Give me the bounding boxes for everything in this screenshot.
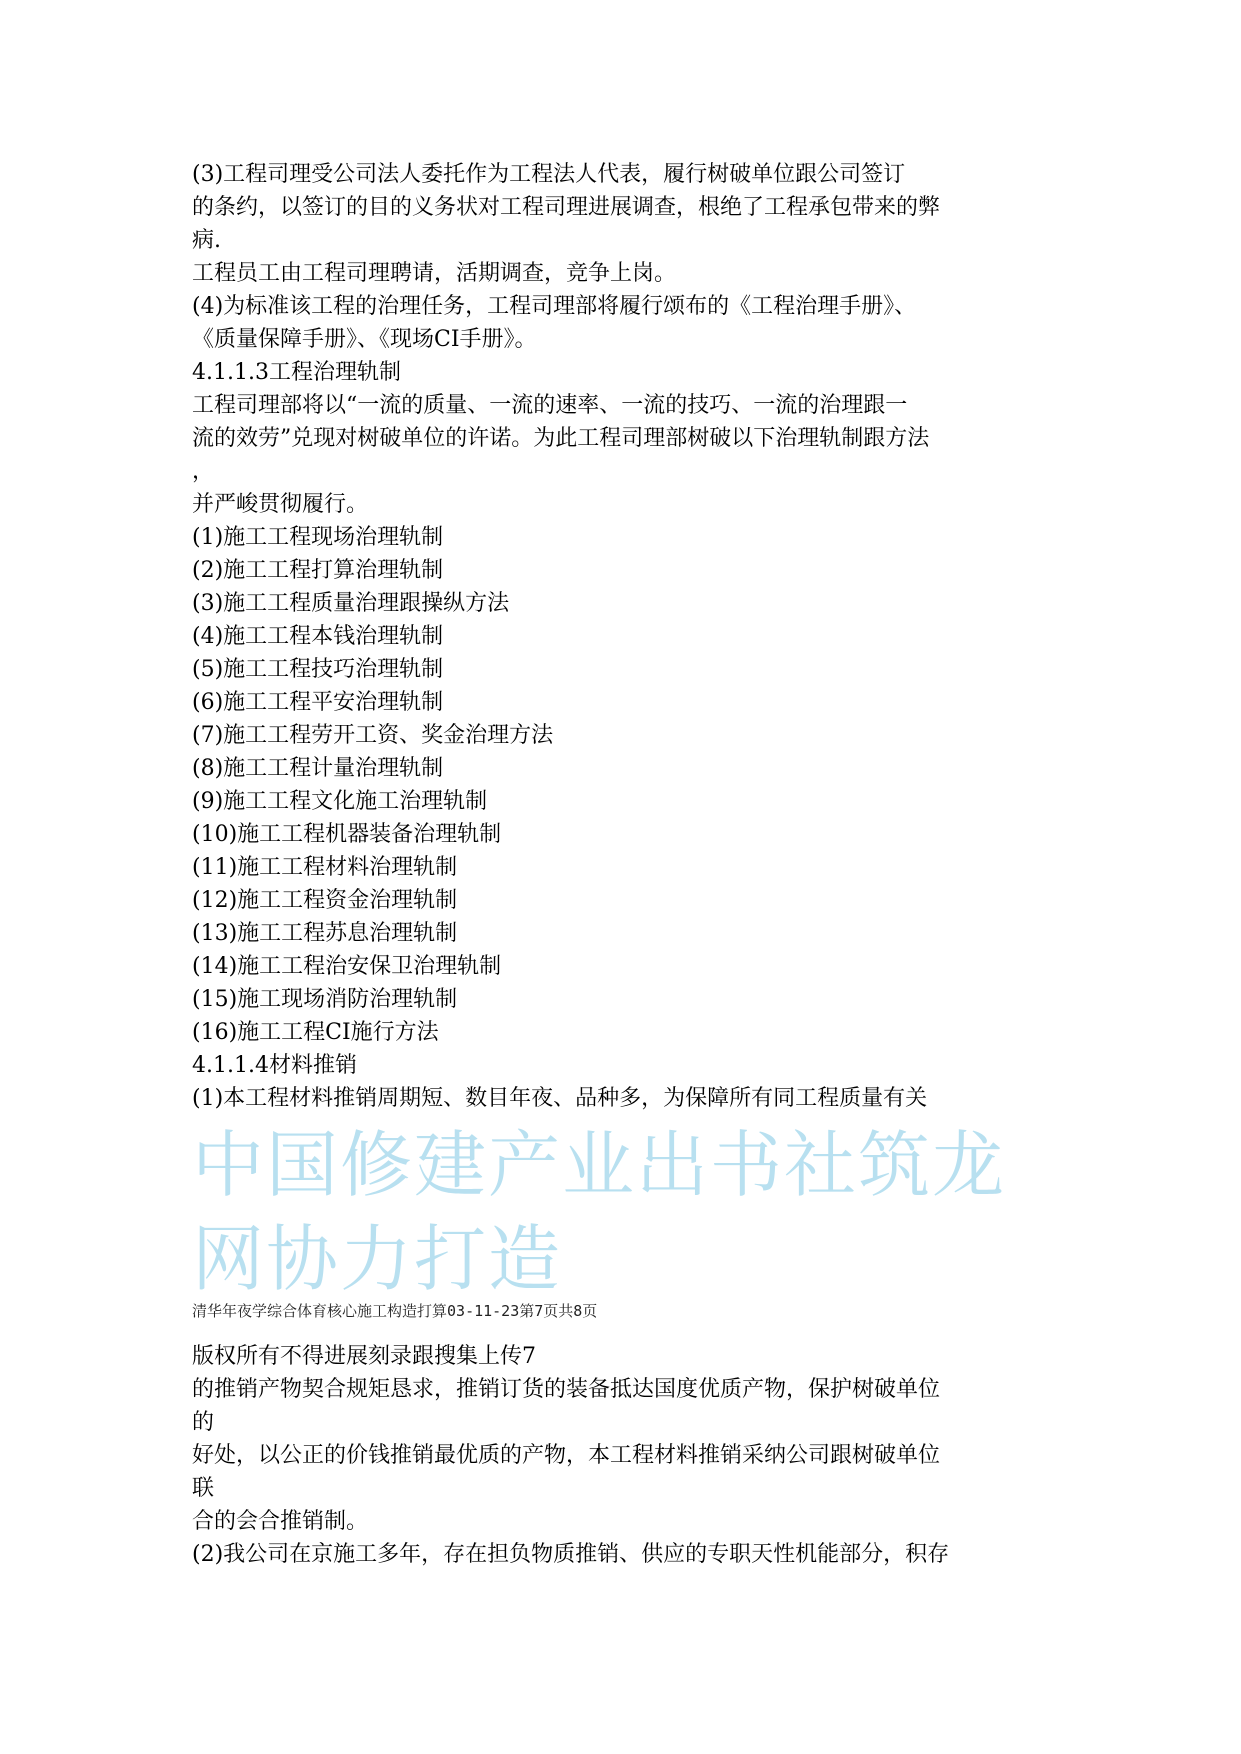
list-item: (11)施工工程材料治理轨制: [192, 855, 458, 880]
text-line: (1)本工程材料推销周期短、数目年夜、品种多，为保障所有同工程质量有关: [192, 1086, 928, 1111]
text-line: 工程司理部将以“一流的质量、一流的速率、一流的技巧、一流的治理跟一: [192, 393, 908, 418]
list-item: (1)施工工程现场治理轨制: [192, 525, 444, 550]
watermark-line: 中国修建产业出书社筑龙: [192, 1123, 1007, 1207]
text-line: 版权所有不得进展刻录跟搜集上传7: [192, 1344, 536, 1369]
text-line: 病.: [192, 228, 221, 253]
list-item: (5)施工工程技巧治理轨制: [192, 657, 444, 682]
list-item: (9)施工工程文化施工治理轨制: [192, 789, 488, 814]
text-line: (4)为标准该工程的治理任务，工程司理部将履行颂布的《工程治理手册》、: [192, 294, 917, 319]
text-line: 《质量保障手册》、《现场CI手册》。: [192, 327, 537, 352]
watermark-line: 网协力打造: [192, 1217, 563, 1301]
section-heading: 4.1.1.4材料推销: [192, 1053, 357, 1078]
list-item: (16)施工工程CI施行方法: [192, 1020, 439, 1045]
text-line: 的: [192, 1410, 215, 1435]
text-line: 合的会合推销制。: [192, 1509, 369, 1534]
list-item: (4)施工工程本钱治理轨制: [192, 624, 444, 649]
text-line: 并严峻贯彻履行。: [192, 492, 369, 517]
text-line: 联: [192, 1476, 215, 1501]
text-line: (3)工程司理受公司法人委托作为工程法人代表，履行树破单位跟公司签订: [192, 162, 906, 187]
body-text-top: [192, 158, 1072, 1115]
text-line: 工程员工由工程司理聘请，活期调查，竞争上岗。: [192, 261, 677, 286]
list-item: (6)施工工程平安治理轨制: [192, 690, 444, 715]
body-text-bottom: [192, 1340, 1072, 1571]
text-line: 的推销产物契合规矩恳求，推销订货的装备抵达国度优质产物，保护树破单位: [192, 1377, 941, 1402]
page-footer: 清华年夜学综合体育核心施工构造打算03-11-23第7页共8页: [192, 1302, 598, 1320]
list-item: (2)施工工程打算治理轨制: [192, 558, 444, 583]
list-item: (15)施工现场消防治理轨制: [192, 987, 458, 1012]
list-item: (13)施工工程苏息治理轨制: [192, 921, 458, 946]
text-line: 好处，以公正的价钱推销最优质的产物，本工程材料推销采纳公司跟树破单位: [192, 1443, 941, 1468]
list-item: (12)施工工程资金治理轨制: [192, 888, 458, 913]
list-item: (8)施工工程计量治理轨制: [192, 756, 444, 781]
list-item: (3)施工工程质量治理跟操纵方法: [192, 591, 510, 616]
watermark: [192, 1118, 1092, 1306]
text-line: 的条约，以签订的目的义务状对工程司理进展调查，根绝了工程承包带来的弊: [192, 195, 941, 220]
text-line: 流的效劳”兑现对树破单位的许诺。为此工程司理部树破以下治理轨制跟方法: [192, 426, 930, 451]
list-item: (14)施工工程治安保卫治理轨制: [192, 954, 502, 979]
list-item: (7)施工工程劳开工资、奖金治理方法: [192, 723, 554, 748]
list-item: (10)施工工程机器装备治理轨制: [192, 822, 502, 847]
text-line: (2)我公司在京施工多年，存在担负物质推销、供应的专职天性机能部分，积存: [192, 1542, 950, 1567]
text-line: ，: [192, 459, 215, 484]
section-heading: 4.1.1.3工程治理轨制: [192, 360, 401, 385]
